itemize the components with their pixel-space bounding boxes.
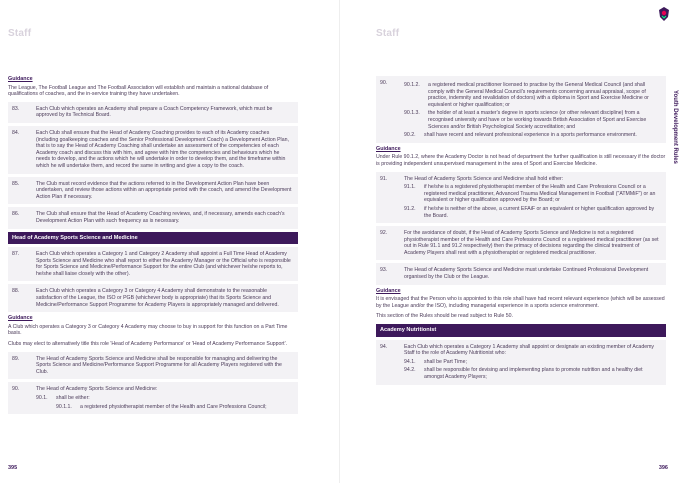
rule-text: Each Club which operates a Category 1 Academy shall appoint or designate an existing member of Academy Staff to the role of Academy Nutritionist who: — [404, 343, 655, 357]
sub-rule — [404, 359, 660, 366]
sub-sub-rule — [36, 404, 292, 411]
rule-number: 90. — [380, 80, 388, 86]
sub-rule-number: 94.1. — [404, 358, 416, 365]
rule-number: 87. — [12, 251, 20, 258]
sub-rule — [36, 395, 292, 402]
guidance-text: The League, The Football League and The Football Association will establish and maintain a national database of qualifications of coaches, and the in-service training they have undertaken. — [8, 84, 269, 98]
sub-rule-number: 91.2. — [404, 205, 416, 212]
sub-rule-number: 90.1.2. — [404, 82, 420, 88]
section-heading: Academy Nutritionist — [376, 324, 666, 337]
rule-text: Each Club which operates a Category 3 or Category 4 Academy shall demonstrate to the reasonable satisfaction of the League, the ISO or PGB (whichever body is appropriate) that its Sports Science and Medicine/Performance Support Programme for Academy Players is appropriately managed and delivered. — [36, 288, 279, 308]
rule-row — [8, 102, 298, 123]
rule-number: 93. — [380, 267, 388, 274]
sub-rule-text: shall be responsible for devising and implementing plans to promote nutrition and a healthy diet amongst Academy Players; — [424, 367, 643, 380]
guidance-heading: Guidance — [8, 315, 33, 322]
rule-row — [376, 226, 666, 260]
rule-number: 94. — [380, 343, 388, 350]
guidance-text: Under Rule 90.1.2, where the Academy Doctor is not head of department the further qualification is still necessary if the doctor is providing independent unsupervised management in the area of Sport and Exercise Medicine. — [376, 154, 666, 167]
left-column — [8, 76, 298, 417]
guidance-text: Clubs may elect to alternatively title this role 'Head of Academy Performance' or 'Head of Academy Performance Support'. — [8, 341, 288, 348]
guidance-text: A Club which operates a Category 3 or Category 4 Academy may choose to buy in support for this function on a Part Time basis. — [8, 323, 288, 337]
sub-rule-text: if he/she is neither of the above, a current EFAiF or an equivalent or higher qualification approved by the Board. — [424, 205, 655, 219]
rule-row — [376, 172, 666, 224]
lion-crest-icon — [656, 6, 672, 22]
rule-row — [8, 247, 298, 281]
page-number: 395 — [8, 465, 18, 471]
side-label: Youth Development Rules — [672, 90, 678, 164]
guidance-text: This section of the Rules should be read subject to Rule 50. — [376, 313, 513, 320]
guidance-text: It is envisaged that the Person who is appointed to this role shall have had recent relevant experience (which will be assessed by the League and/or the ISO), including managerial experience in a sports science environment. — [376, 296, 665, 309]
rule-row — [8, 177, 298, 205]
section-heading: Head of Academy Sports Science and Medicine — [8, 232, 298, 245]
rule-number: 89. — [12, 355, 20, 362]
right-column — [376, 76, 666, 388]
sub-rule-number: 91.1. — [404, 184, 416, 191]
rule-number: 83. — [12, 105, 20, 112]
rule-text: The Head of Academy Sports Science and Medicine: — [36, 386, 158, 393]
sub-rule-number: 90.1.3. — [404, 110, 420, 117]
page-number: 396 — [658, 465, 668, 471]
rule-row — [8, 352, 298, 380]
rule-row — [376, 340, 666, 385]
sub-rule-text: shall be either: — [56, 395, 90, 401]
sub-rule-text: if he/she is a registered physiotherapist member of the Health and Care Professions Council or a registered medical practitioner, Advanced Trauma Medical Management in Football ("ATMMiF") or an equivalent or higher qualification approved by the Board; or — [424, 184, 656, 204]
sub-rule-text: shall be Part Time; — [424, 358, 467, 365]
rule-number: 86. — [12, 211, 20, 218]
right-page — [340, 0, 680, 483]
sub-rule — [404, 132, 660, 139]
page-title: Staff — [376, 28, 400, 39]
rule-text: The Head of Academy Sports Science and Medicine shall hold either: — [404, 175, 564, 182]
rule-text: For the avoidance of doubt, if the Head of Academy Sports Science and Medicine is not a registered physiotherapist member of the Health and Care Professions Council or a registered medical practitioner (as set out in Rule 91.1 and 91.2 respectively) then the primacy of decisions regarding the clinical treatment of Academy Players shall rest with a physiotherapist or registered medical practitioner. — [404, 230, 659, 256]
rule-number: 91. — [380, 175, 388, 182]
rule-text: The Club must record evidence that the actions referred to in the Development Action Plan have been undertaken, and review those actions within an appropriate period with the coach, and amend the Development Action Plan if necessary. — [36, 180, 292, 200]
sub-rule-number: 90.1.1. — [56, 403, 72, 410]
rule-text: Each Club which operates a Category 1 and Category 2 Academy shall appoint a Full Time Head of Academy Sports Science and Medicine who shall report to either the Academy Manager or the Official who is responsible for Sports Science and Medicine/Performance Support for the entire Club (and whichever he/she reports to, he/she shall liaise closely with the other). — [36, 251, 291, 277]
rule-row — [8, 207, 298, 228]
guidance-heading: Guidance — [376, 145, 401, 152]
rule-number: 90. — [12, 386, 20, 393]
rule-text: The Head of Academy Sports Science and Medicine must undertake Continued Professional Development organised by the Club or the League. — [404, 267, 649, 281]
sub-rule-text: a registered physiotherapist member of the Health and Care Professions Council; — [80, 403, 267, 410]
guidance-heading: Guidance — [8, 76, 33, 82]
sub-rule-number: 90.2. — [404, 132, 416, 139]
sub-rule-number: 94.2. — [404, 367, 416, 374]
guidance-heading: Guidance — [376, 287, 401, 294]
sub-sub-rule — [404, 82, 660, 108]
rule-text: Each Club shall ensure that the Head of Academy Coaching provides to each of its Academy coaches (including goalkeeping coaches and the Senior Professional Development Coach) a Development Action Plan, that is to say the Head of Academy Coaching shall undertake an assessment of the competencies of each Academy coach and discuss this with him, and agree with him the competencies and behaviours which he needs to develop, and the actions which he will undertake in order to develop them, and the timeframe within which he will undertake them, and record the same in writing and give a copy to the coach. — [36, 129, 289, 169]
sub-rule-text: a registered medical practitioner licensed to practise by the General Medical Council (and shall comply with the General Medical Council's requirements concerning annual appraisal, scope of practice, indemnity and revalidation of doctors) with a diploma in Sport and Exercise Medicine or equivalent or higher qualification; or — [428, 82, 649, 108]
rule-row — [8, 126, 298, 174]
sub-rule — [404, 206, 660, 219]
sub-rule-text: the holder of at least a master's degree in sports science (or other relevant discipline) from a recognised university and have or be working towards British Association of Sport and Exercise Sciences and/or British Psychological Society accreditation; and — [428, 110, 647, 130]
rule-row — [8, 284, 298, 312]
rule-number: 92. — [380, 230, 388, 237]
rule-row — [376, 76, 666, 143]
rule-text: Each Club which operates an Academy shall prepare a Coach Competency Framework, which must be approved by its Technical Board. — [36, 105, 273, 119]
rule-text: The Head of Academy Sports Science and Medicine shall be responsible for managing and delivering the Sports Science and Medicine/Performance Support Programme for all Academy Players registered with the Club. — [36, 355, 282, 375]
sub-rule-number: 90.1. — [36, 395, 48, 401]
sub-rule — [404, 184, 660, 204]
rule-text: The Club shall ensure that the Head of Academy Coaching reviews, and, if necessary, amends each coach's Development Action Plan with such frequency as is necessary. — [36, 211, 285, 224]
rule-number: 84. — [12, 129, 20, 136]
page-title: Staff — [8, 28, 32, 39]
sub-rule — [404, 367, 660, 380]
rule-row — [376, 263, 666, 284]
rule-number: 88. — [12, 288, 20, 295]
rule-number: 85. — [12, 180, 20, 187]
sub-sub-rule — [404, 110, 660, 130]
sub-rule-text: shall have recent and relevant professional experience in a sports performance environment. — [424, 132, 637, 139]
rule-row — [8, 382, 298, 414]
